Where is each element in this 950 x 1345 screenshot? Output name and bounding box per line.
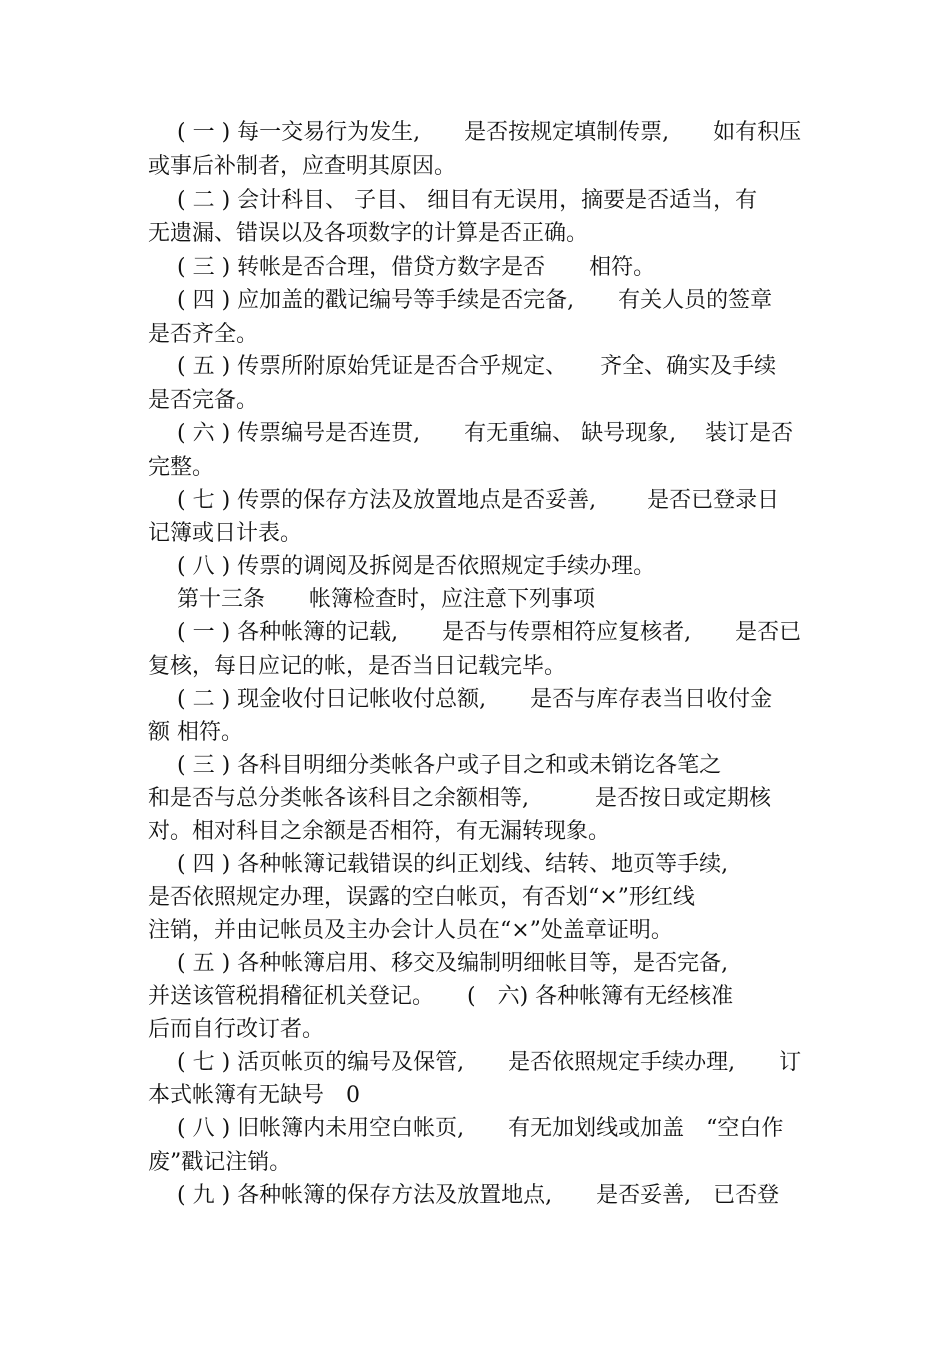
section-heading: 第十三条 帐簿检查时，应注意下列事项 [177,587,596,612]
text-line: 注销，并由记帐员及主办会计人员在“×”处盖章证明。 [148,918,673,943]
text-line: ( 二 ) 会计科目、 子目、 细目有无误用，摘要是否适当，有 [177,188,758,213]
text-line: ( 一 ) 各种帐簿的记载, 是否与传票相符应复核者, 是否已 [177,620,802,645]
text-line: ( 八 ) 旧帐簿内未用空白帐页, 有无加划线或加盖 “空白作 [177,1116,784,1141]
text-line: ( 七 ) 传票的保存方法及放置地点是否妥善, 是否已登录日 [177,488,780,513]
text-line: 完整。 [148,455,215,480]
text-line: 是否完备。 [148,388,259,413]
text-line: 本式帐簿有无缺号 0 [148,1083,360,1108]
text-line: ( 五 ) 各种帐簿启用、移交及编制明细帐目等，是否完备, [177,951,729,976]
text-line: ( 三 ) 转帐是否合理，借贷方数字是否 相符。 [177,255,656,280]
text-line: 是否依照规定办理，误露的空白帐页，有否划“×”形红线 [148,885,695,910]
text-line: 记簿或日计表。 [148,521,303,546]
text-line: 额 相符。 [148,720,243,745]
text-line: ( 四 ) 应加盖的戳记编号等手续是否完备, 有关人员的签章 [177,288,773,313]
text-line: 废”戳记注销。 [148,1150,292,1175]
text-line: ( 七 ) 活页帐页的编号及保管, 是否依照规定手续办理, 订 [177,1050,802,1075]
text-line: 对。相对科目之余额是否相符，有无漏转现象。 [148,819,611,844]
text-line: ( 一 ) 每一交易行为发生, 是否按规定填制传票, 如有积压 [177,120,802,145]
text-line: 并送该管税捐稽征机关登记。 ( 六) 各种帐簿有无经核准 [148,984,734,1009]
text-line: 或事后补制者，应查明其原因。 [148,154,457,179]
text-line: 后而自行改订者。 [148,1017,325,1042]
text-line: ( 二 ) 现金收付日记帐收付总额, 是否与库存表当日收付金 [177,687,773,712]
text-line: 和是否与总分类帐各该科目之余额相等, 是否按日或定期核 [148,786,771,811]
text-line: ( 五 ) 传票所附原始凭证是否合乎规定、 齐全、确实及手续 [177,354,777,379]
text-line: 是否齐全。 [148,322,259,347]
text-line: ( 九 ) 各种帐簿的保存方法及放置地点, 是否妥善, 已否登 [177,1183,780,1208]
text-line: ( 四 ) 各种帐簿记载错误的纠正划线、结转、地页等手续, [177,852,729,877]
text-line: ( 三 ) 各科目明细分类帐各户或子目之和或未销讫各笔之 [177,753,722,778]
text-line: ( 八 ) 传票的调阅及拆阅是否依照规定手续办理。 [177,554,656,579]
text-line: 复核，每日应记的帐，是否当日记载完毕。 [148,654,567,679]
text-line: 无遗漏、错误以及各项数字的计算是否正确。 [148,221,589,246]
text-line: ( 六 ) 传票编号是否连贯, 有无重编、 缺号现象, 装订是否 [177,421,794,446]
